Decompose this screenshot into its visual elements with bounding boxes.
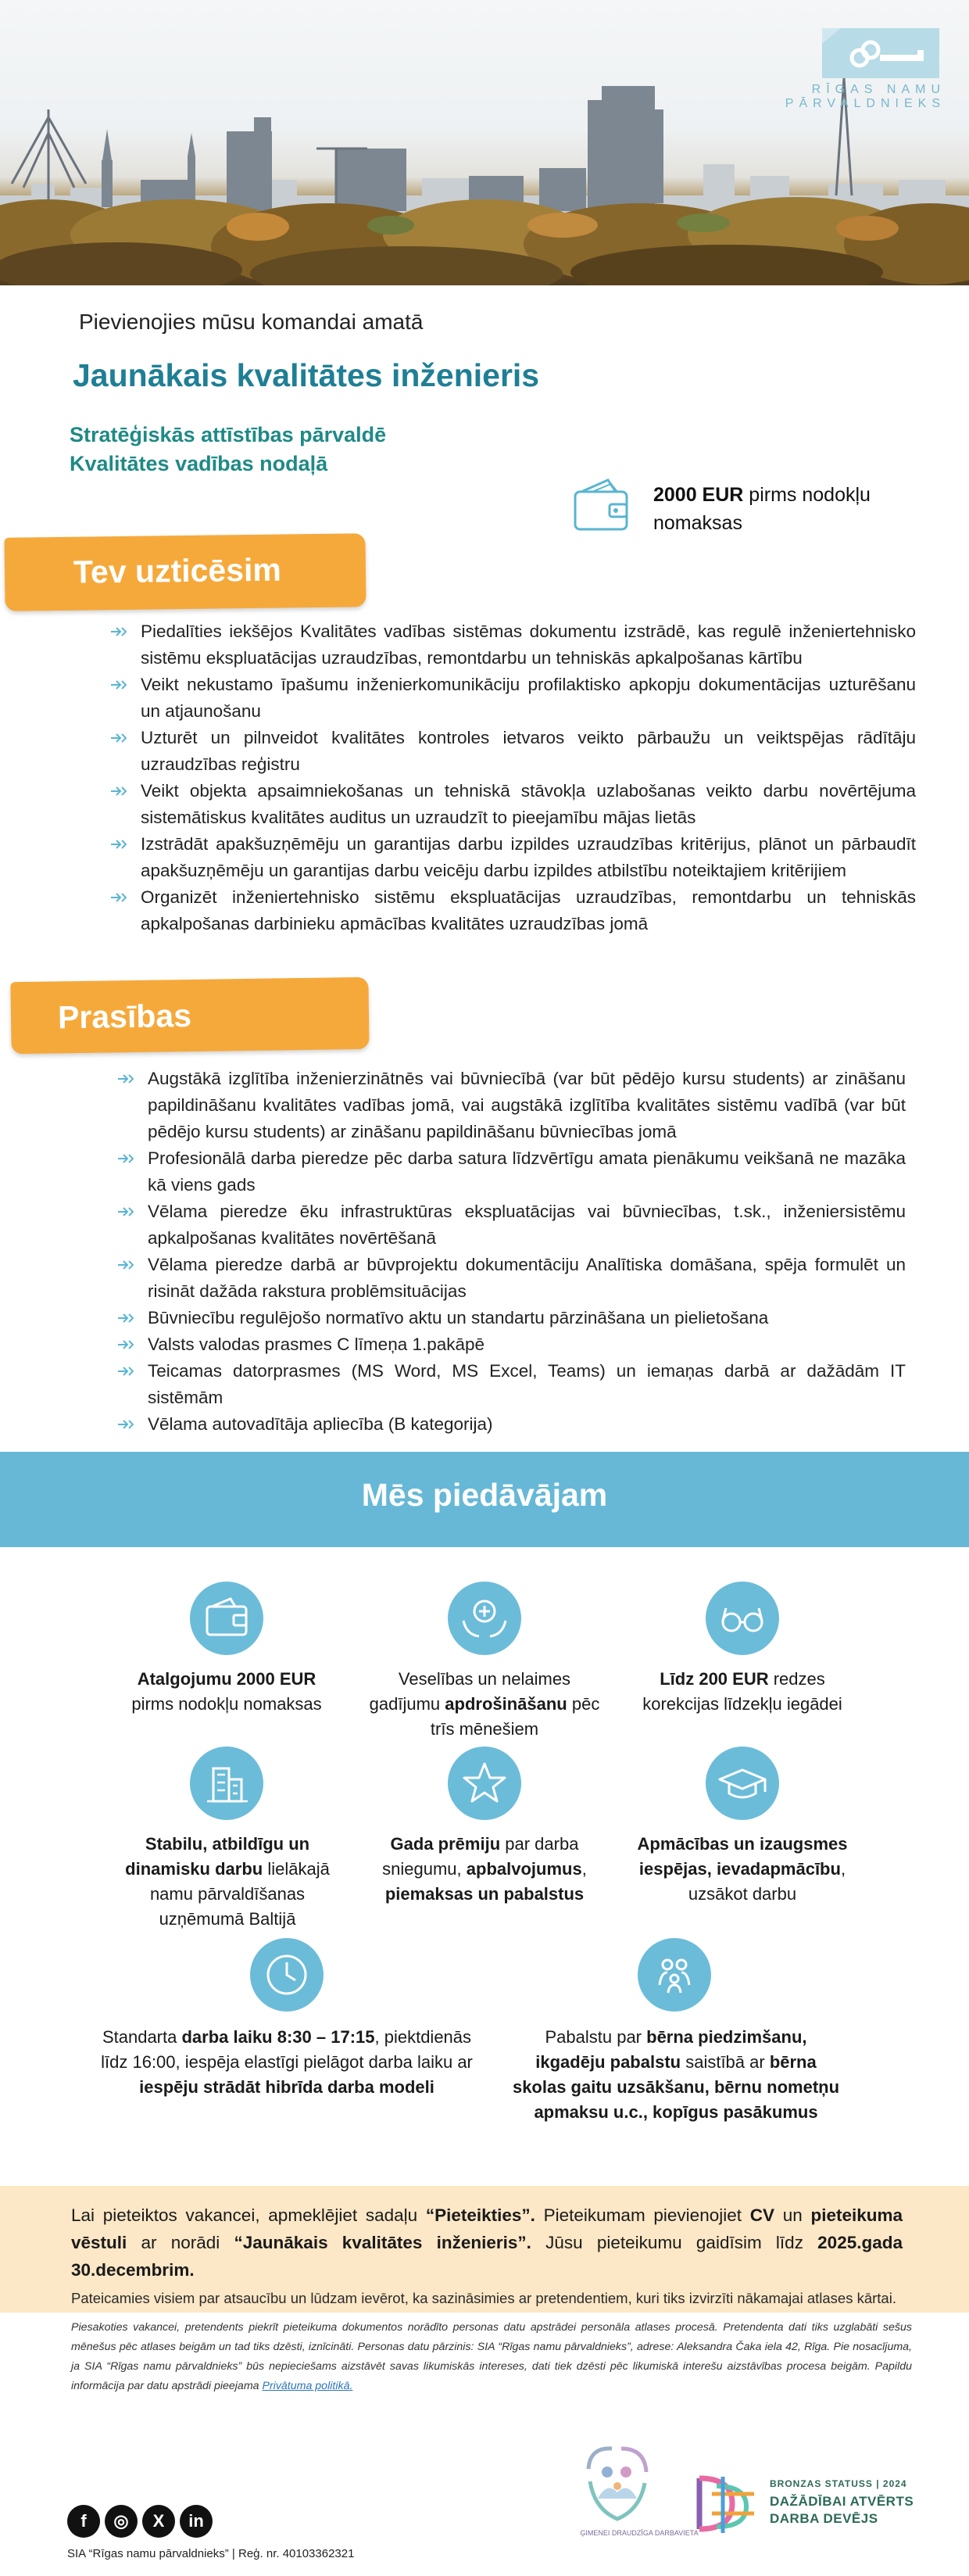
- benefit-glasses: [629, 1667, 856, 1717]
- hero-cityscape: [0, 0, 969, 285]
- requirement-text: Valsts valodas prasmes C līmeņa 1.pakāpē: [148, 1335, 485, 1354]
- benefit-bold: Atalgojumu 2000 EUR: [137, 1669, 316, 1689]
- company-registration: SIA “Rīgas namu pārvaldnieks” | Reģ. nr. 40103362321: [67, 2547, 355, 2560]
- benefit-text: saistībā ar: [681, 2052, 770, 2072]
- apply-deadline: 2025.gada 30.decembrim.: [71, 2233, 903, 2280]
- list-item: [141, 725, 916, 778]
- arrow-bullet-icon: [116, 1418, 134, 1431]
- benefit-text: , uzsākot darbu: [688, 1859, 846, 1904]
- requirement-text: Augstākā izglītība inženierzinātnēs vai būvniecībā (var būt pēdējo kursu students) ar zināšanu papildināšanu kvalitātes vadības jomā, vai augstākā izglītība kvalitātes sistēmu vadībā (var būt pēdējo kursu students) ar zināšanu papildināšanu būvniecības jomā: [148, 1069, 906, 1141]
- apply-link[interactable]: “Pieteikties”.: [425, 2205, 535, 2225]
- requirement-text: Būvniecību regulējošo normatīvo aktu un standartu pārzināšana un pielietošana: [148, 1308, 769, 1327]
- arrow-bullet-icon: [109, 838, 127, 851]
- list-item: [148, 1331, 906, 1358]
- arrow-bullet-icon: [116, 1206, 134, 1218]
- offer-banner: [0, 1452, 969, 1547]
- requirements-heading: Prasības: [10, 977, 369, 1054]
- arrow-bullet-icon: [109, 625, 127, 638]
- benefit-text: redzes korekcijas līdzekļu iegādei: [642, 1669, 842, 1714]
- benefit-stable-job: [113, 1832, 341, 1932]
- badge-title-line2: DARBA DEVĒJS: [770, 2511, 878, 2526]
- list-item: [148, 1145, 906, 1198]
- logo-wordmark: RĪGAS NAMU PĀRVALDNIEKS: [785, 83, 946, 110]
- benefit-bold: Gada prēmiju: [390, 1834, 501, 1854]
- benefit-bold: apbalvojumus: [466, 1859, 582, 1879]
- arrow-bullet-icon: [109, 785, 127, 797]
- thanks-note: Pateicamies visiem par atsaucību un lūdzam ievērot, ka sazināsimies ar pretendentiem, kuri tiks izvirzīti nākamajai atlases kārtai.: [71, 2290, 896, 2306]
- department-primary: Stratēģiskās attīstības pārvaldē: [70, 423, 387, 446]
- requirement-text: Vēlama autovadītāja apliecība (B kategorija): [148, 1414, 493, 1434]
- apply-text: ar norādi: [127, 2233, 234, 2252]
- arrow-bullet-icon: [109, 679, 127, 691]
- arrow-bullet-icon: [109, 891, 127, 904]
- intro-text: Pievienojies mūsu komandai amatā: [79, 310, 424, 334]
- benefit-text: ,: [581, 1859, 587, 1879]
- arrow-bullet-icon: [116, 1365, 134, 1378]
- apply-bold: pieteikuma vēstuli: [71, 2205, 903, 2252]
- benefit-bold: bērna skolas gaitu uzsākšanu, bērnu nometņu apmaksu u.c., kopīgus pasākumus: [512, 2052, 840, 2122]
- family-logo-text: ĢIMENEI DRAUDZĪGA DARBAVIETA: [580, 2529, 699, 2537]
- benefit-bold: Stabilu, atbildīgu un dinamisku darbu: [125, 1834, 310, 1879]
- privacy-text: Piesakoties vakancei, pretendents piekrīt pieteikuma dokumentos norādīto personas datu apstrādei personāla atlases procesā. Pretendenta dati tiks uzglabāti sešus mēnešus pēc atlases beigām un tad tiks dzēsti, iznīcināti. Personas datu pārzinis: SIA “Rīgas namu pārvaldnieks”, adrese: Aleksandra Čaka iela 42, Rīga. Pie nosacījuma, ja SIA “Rīgas namu pārvaldnieks” būs nepieciešams aizstāvēt savas likumiskās intereses, dati tiek dzēsti pēc likumiskā interešu aizstāvības procesa beigām. Papildu informācija par datu apstrādi pieejama: [71, 2321, 912, 2392]
- benefit-text: , piektdienās līdz 16:00, iespēja elastīgi pielāgot darba laiku ar: [101, 2027, 473, 2072]
- benefit-bold: Apmācības un izaugsmes iespējas, ievadapmācību: [637, 1834, 848, 1879]
- requirement-text: Vēlama pieredze ēku infrastruktūras ekspluatācijas vai būvniecības, t.sk., inženiersistēmu apkalpošanas kvalitātes novērtēšanā: [148, 1202, 906, 1248]
- salary-amount: 2000 EUR: [653, 484, 744, 506]
- health-insurance-icon: [448, 1582, 521, 1655]
- glasses-icon: [706, 1582, 779, 1655]
- benefit-working-hours: [94, 2025, 480, 2100]
- key-logo-icon: [822, 28, 939, 78]
- requirements-list: [148, 1066, 906, 1438]
- list-item: [148, 1252, 906, 1305]
- list-item: [148, 1198, 906, 1252]
- requirement-text: Profesionālā darba pieredze pēc darba satura līdzvērtīgu amata pienākumu veikšanā ne mazāka kā viens gads: [148, 1148, 906, 1195]
- duty-text: Veikt nekustamo īpašumu inženierkomunikāciju profilaktisko apkopju dokumentācijas uzturēšanu un atjaunošanu: [141, 675, 916, 721]
- privacy-policy-link[interactable]: Privātuma politikā.: [262, 2380, 353, 2392]
- family-heart-icon: [574, 2438, 660, 2528]
- duty-text: Izstrādāt apakšuzņēmēju un garantijas darbu izpildes uzraudzības kritērijus, plānot un pārbaudīt apakšuzņēmēju un garantijas darbu veicēju darbu izpildes atbilstību noteiktajiem kritērijiem: [141, 834, 916, 880]
- benefit-bold: darba laiku 8:30 – 17:15: [181, 2027, 375, 2047]
- duty-text: Uzturēt un pilnveidot kvalitātes kontroles ietvaros veikto pārbaužu un veiktspējas rādītāju uzraudzības reģistru: [141, 728, 916, 774]
- job-title: Jaunākais kvalitātes inženieris: [73, 357, 540, 393]
- offer-heading: Mēs piedāvājam: [361, 1477, 608, 1513]
- arrow-bullet-icon: [116, 1073, 134, 1085]
- x-twitter-icon[interactable]: X: [142, 2505, 175, 2538]
- star-icon: [448, 1747, 521, 1820]
- graduation-cap-icon: [706, 1747, 779, 1820]
- benefit-salary: [117, 1667, 336, 1717]
- diversity-mark-icon: [692, 2470, 762, 2537]
- family-friendly-workplace-logo: [574, 2438, 660, 2531]
- benefit-text: Veselības un nelaimes gadījumu: [369, 1669, 571, 1714]
- city-building-icon: [190, 1747, 263, 1820]
- badge-title-line1: DAŽĀDĪBAI ATVĒRTS: [770, 2494, 914, 2509]
- requirement-text: Teicamas datorprasmes (MS Word, MS Excel, Teams) un iemaņas darbā ar dažādām IT sistēmām: [148, 1361, 906, 1407]
- benefit-text: pirms nodokļu nomaksas: [131, 1694, 322, 1714]
- arrow-bullet-icon: [116, 1152, 134, 1165]
- department-secondary: Kvalitātes vadības nodaļā: [70, 452, 328, 475]
- duties-list: [141, 618, 916, 937]
- benefit-insurance: [361, 1667, 608, 1742]
- benefit-text: pēc trīs mēnešiem: [430, 1694, 600, 1739]
- duty-text: Organizēt inženiertehnisko sistēmu ekspluatācijas uzraudzības, remontdarbu un tehniskās apkalpošanas darbinieku apmācības kvalitātes uzraudzības jomā: [141, 887, 916, 933]
- apply-bold: CV: [749, 2205, 774, 2225]
- arrow-bullet-icon: [116, 1338, 134, 1351]
- duty-text: Piedalīties iekšējos Kvalitātes vadības sistēmas dokumentu izstrādē, kas regulē inženiertehnisko sistēmu ekspluatācijas uzraudzības, remontdarbu un tehniskās apkalpošanas kārtību: [141, 622, 916, 668]
- duties-heading: Tev uzticēsim: [4, 533, 366, 611]
- privacy-notice: [71, 2318, 912, 2396]
- benefit-bold: apdrošināšanu: [445, 1694, 567, 1714]
- duty-text: Veikt objekta apsaimniekošanas un tehniskā stāvokļa uzlabošanas veikto darbu novērtējuma sistemātiskus kvalitātes auditus un uzraudzīt to pieejamību mājas lietās: [141, 781, 916, 827]
- list-item: [148, 1305, 906, 1331]
- benefit-text: Standarta: [102, 2027, 182, 2047]
- list-item: [141, 672, 916, 725]
- benefit-family-support: [508, 2025, 844, 2125]
- apply-text: un: [774, 2205, 811, 2225]
- arrow-bullet-icon: [116, 1312, 134, 1324]
- apply-text: Pieteikumam pievienojiet: [535, 2205, 750, 2225]
- instagram-icon[interactable]: ◎: [105, 2505, 138, 2538]
- benefit-text: Pabalstu par: [545, 2027, 647, 2047]
- diversity-logo: [692, 2470, 762, 2541]
- arrow-bullet-icon: [116, 1259, 134, 1271]
- badge-status: BRONZAS STATUSS | 2024: [770, 2478, 907, 2489]
- apply-text: Jūsu pieteikumu gaidīsim līdz: [531, 2233, 818, 2252]
- family-icon: [638, 1938, 711, 2012]
- wallet-icon: [190, 1582, 263, 1655]
- benefit-bonus: [374, 1832, 595, 1907]
- list-item: [148, 1066, 906, 1145]
- requirement-text: Vēlama pieredze darbā ar būvprojektu dokumentāciju Analītiska domāšana, spēja formulēt un risināt dažāda rakstura problēmsituācijas: [148, 1255, 906, 1301]
- benefit-text: par darba sniegumu,: [382, 1834, 579, 1879]
- list-item: [148, 1358, 906, 1411]
- benefit-bold: Līdz 200 EUR: [660, 1669, 769, 1689]
- list-item: [141, 884, 916, 937]
- wallet-icon: [570, 476, 633, 539]
- apply-instructions: [71, 2202, 903, 2284]
- benefit-training: [617, 1832, 867, 1907]
- facebook-icon[interactable]: f: [67, 2505, 100, 2538]
- benefit-bold: iespēju strādāt hibrīda darba modeli: [139, 2077, 434, 2097]
- salary-info: [653, 481, 911, 537]
- benefit-bold: bērna piedzimšanu, ikgadēju pabalstu: [535, 2027, 807, 2072]
- benefit-text: lielākajā namu pārvaldīšanas uzņēmumā Baltijā: [149, 1859, 330, 1929]
- list-item: [141, 831, 916, 884]
- benefit-bold: piemaksas un pabalstus: [384, 1884, 585, 1904]
- apply-text: Lai pieteiktos vakancei, apmeklējiet sadaļu: [71, 2205, 426, 2225]
- salary-note: pirms nodokļu nomaksas: [653, 484, 871, 534]
- list-item: [148, 1411, 906, 1438]
- linkedin-icon[interactable]: in: [180, 2505, 213, 2538]
- list-item: [141, 618, 916, 672]
- list-item: [141, 778, 916, 831]
- arrow-bullet-icon: [109, 732, 127, 744]
- clock-icon: [250, 1938, 324, 2012]
- company-logo[interactable]: [822, 28, 939, 78]
- apply-bold: “Jaunākais kvalitātes inženieris”.: [234, 2233, 531, 2252]
